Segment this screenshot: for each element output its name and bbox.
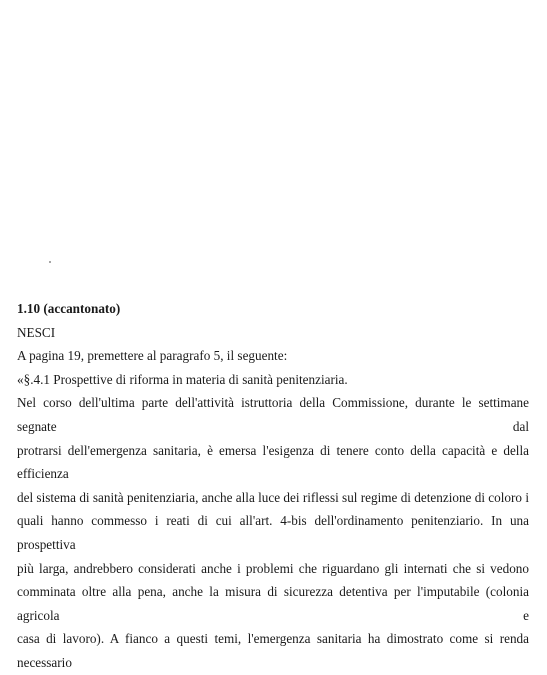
body-line: più larga, andrebbero considerati anche i problemi che riguardano gli internati che si vedono (17, 560, 529, 576)
body-line: comminata oltre alla pena, anche la misura di sicurezza detentiva per l'imputabile (colonia agricola e (17, 584, 529, 623)
body-line: del sistema di sanità penitenziaria, anche alla luce dei riflessi sul regime di detenzione di coloro i (17, 489, 529, 505)
scan-speck (49, 261, 51, 263)
amendment-text (17, 297, 529, 675)
body-line: quali hanno commesso i reati di cui all'art. 4-bis dell'ordinamento penitenziario. In una prospettiva (17, 513, 529, 552)
body-line: Nel corso dell'ultima parte dell'attività istruttoria della Commissione, durante le settimane segnate dal (17, 395, 529, 434)
section-title: «§.4.1 Prospettive di riforma in materia di sanità penitenziaria. (17, 371, 348, 387)
body-line: casa di lavoro). A fianco a questi temi, l'emergenza sanitaria ha dimostrato come si renda necessario (17, 631, 529, 670)
body-line: protrarsi dell'emergenza sanitaria, è emersa l'esigenza di tenere conto della capacità e della efficienza (17, 442, 529, 482)
amendment-author: NESCI (17, 324, 56, 340)
amendment-heading: 1.10 (accantonato) (17, 301, 121, 316)
amendment-instruction: A pagina 19, premettere al paragrafo 5, il seguente: (17, 348, 288, 364)
